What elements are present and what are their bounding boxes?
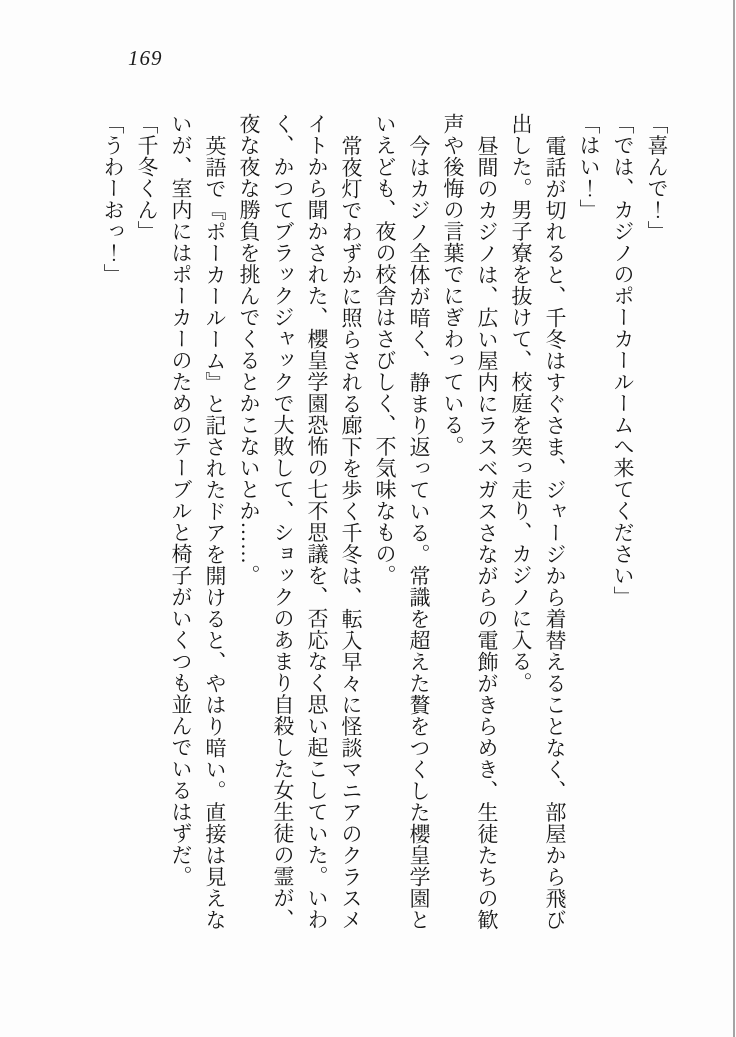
text-line: 常夜灯でわずかに照らされる廊下を歩く千冬は、転入早々に怪談マニアのクラスメ xyxy=(339,134,363,930)
text-line: いえども、夜の校舎はさびしく、不気味なもの。 xyxy=(373,113,397,586)
text-line: 声や後悔の言葉でにぎわっている。 xyxy=(441,113,465,457)
text-line: 夜な夜な勝負を挑んでくるとかこないとか……。 xyxy=(237,113,261,586)
page-edge-line xyxy=(733,0,735,1037)
text-line: 「喜んで！」 xyxy=(645,113,669,242)
text-line: 電話が切れると、千冬はすぐさま、ジャージから着替えることなく、部屋から飛び xyxy=(543,134,567,930)
text-line: 英語で『ポーカールーム』と記されたドアを開けると、やはり暗い。直接は見えな xyxy=(203,134,227,930)
page-number: 169 xyxy=(128,46,163,70)
text-line: イトから聞かされた、櫻皇学園恐怖の七不思議を、否応なく思い起こしていた。いわ xyxy=(305,113,329,930)
text-line: 出した。男子寮を抜けて、校庭を突っ走り、カジノに入る。 xyxy=(509,113,533,694)
text-line: 「うわーおっ！」 xyxy=(101,113,125,285)
text-line: いが、室内にはポーカーのためのテーブルと椅子がいくつも並んでいるはずだ。 xyxy=(169,113,193,887)
text-line: く、かつてブラックジャックで大敗して、ショックのあまり自殺した女生徒の霊が、 xyxy=(271,113,295,930)
text-line: 「千冬くん」 xyxy=(135,113,159,242)
text-line: 「では、カジノのポーカールームへ来てください」 xyxy=(611,113,635,608)
text-line: 昼間のカジノは、広い屋内にラスベガスさながらの電飾がきらめき、生徒たちの歓 xyxy=(475,134,499,930)
vertical-text-block xyxy=(96,113,674,1037)
text-line: 「はい！」 xyxy=(577,113,601,221)
text-line: 今はカジノ全体が暗く、静まり返っている。常識を超えた贅をつくした櫻皇学園と xyxy=(407,134,431,930)
